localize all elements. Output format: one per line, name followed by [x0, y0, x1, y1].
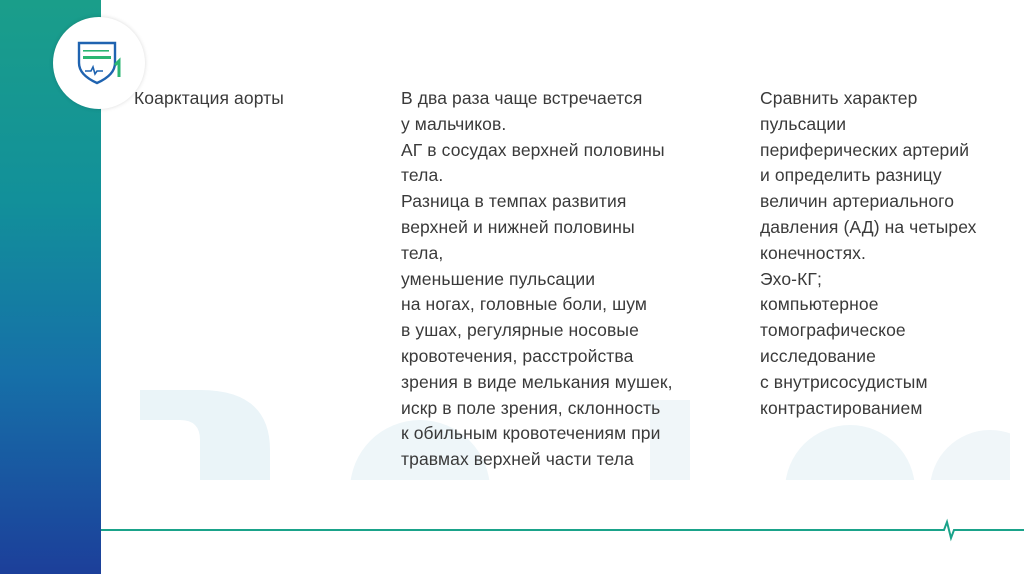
diagnostics-column — [760, 86, 1022, 421]
signs-line: искр в поле зрения, склонность — [401, 397, 661, 418]
diagnostics-line: периферических артерий — [760, 139, 970, 160]
diagnostics-line: компьютерное — [760, 294, 879, 315]
diagnostics-line: конечностях. — [760, 242, 866, 263]
signs-line: В два раза чаще встречается — [401, 88, 643, 108]
signs-line: на ногах, головные боли, шум — [401, 294, 647, 315]
signs-line: уменьшение пульсации — [401, 268, 596, 289]
signs-line: тела, — [401, 242, 444, 263]
signs-line: верхней и нижней половины — [401, 216, 635, 237]
diagnostics-line: контрастированием — [760, 397, 923, 418]
diagnostics-line: Эхо-КГ; — [760, 268, 822, 289]
footer-divider — [101, 529, 941, 531]
signs-column — [401, 86, 731, 473]
footer-divider-end — [962, 529, 1024, 531]
diagnostics-line: величин артериального — [760, 191, 955, 212]
diagnostics-line: с внутрисосудистым — [760, 371, 928, 392]
diagnostics-line: исследование — [760, 345, 876, 366]
signs-line: травмах верхней части тела — [401, 449, 634, 470]
signs-line: зрения в виде мелькания мушек, — [401, 371, 673, 392]
diagnostics-line: давления (АД) на четырех — [760, 216, 977, 237]
diagnostics-line: Сравнить характер — [760, 88, 918, 108]
disease-name: Коарктация аорты — [134, 88, 284, 108]
college-logo-icon — [75, 41, 123, 85]
signs-line: у мальчиков. — [401, 113, 507, 134]
signs-line: кровотечения, расстройства — [401, 345, 634, 366]
signs-line: тела. — [401, 165, 444, 186]
signs-line: в ушах, регулярные носовые — [401, 320, 639, 341]
diagnostics-line: томографическое — [760, 320, 906, 341]
heartbeat-pulse-icon — [938, 518, 962, 542]
signs-line: к обильным кровотечениям при — [401, 423, 661, 444]
college-logo — [53, 17, 145, 109]
diagnostics-line: пульсации — [760, 113, 847, 134]
signs-line: Разница в темпах развития — [401, 191, 627, 212]
diagnostics-line: и определить разницу — [760, 165, 942, 186]
signs-line: АГ в сосудах верхней половины — [401, 139, 665, 160]
disease-column — [134, 86, 374, 112]
